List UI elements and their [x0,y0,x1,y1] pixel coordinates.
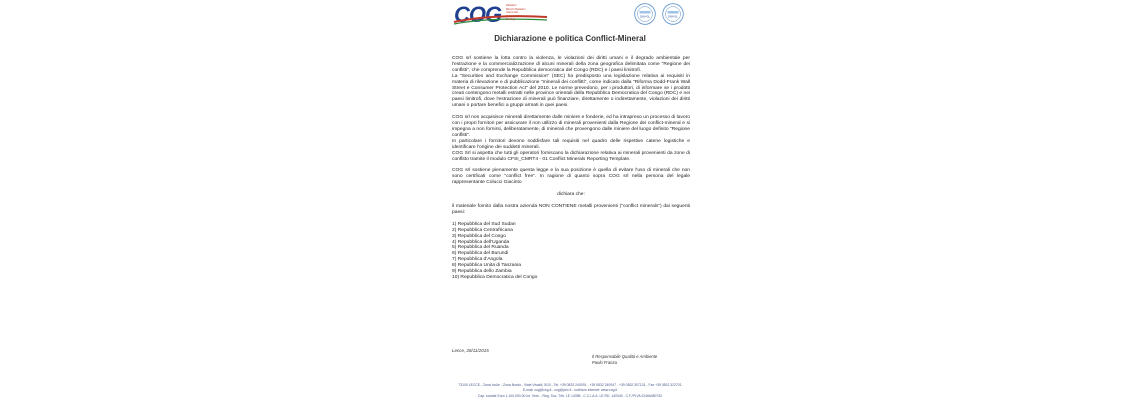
list-item: 10) Repubblica Democratica del Congo [452,275,538,280]
list-item: 7) Repubblica d'Angola [452,257,503,263]
signature-name: Paolo Franza [592,360,617,365]
paragraph: In particolare i fornitori devono soddisfare tali requisiti nel quadro delle rispettive catene logistiche e identificare l'origine dei suddetti minerali. [452,138,690,150]
certification-seal-icon [662,3,684,25]
document-body [452,56,690,281]
certification-seal-icon [634,3,656,25]
company-address: 73100 LECCE - Zona Ind.le - Zona Nordo - Viale Vivaldi, 5/10 - Tel. +39 0832 240091 - +39 0832 240947 - +39 0832 307131 - Fax +39 0832 322701 E-mail: cog@cog.it - cog@pec.it - indirizzo internet: www.cog.it Cap. sociale Euro 1.100.000,00 int. Vers. - Reg. Soc. Trib. LE 14398 - C.C.I.A.A. LE RD. 140340 - C.F./P.IVA 02466480752 [458,383,682,398]
list-item: 8) Repubblica Unita di Tanzania [452,263,521,269]
svg-text:DNV-GL: DNV-GL [640,15,650,19]
paragraph: COG srl sostiene la lotta contro la violenza, le violazioni dei diritti umani e il degrado ambientale per l'estrazione e la commercializzazione di alcuni minerali della zona geografica delimitata come "Regione dei conflitti", che comprende la Repubblica democratica del Congo (RDC) e i paesi limitrofi. [452,56,690,73]
paragraph: COG srl sostiene pienamente questa legge e la sua posizione è quella di evitare l'uso di minerali che non sono certificati come "conflict free". In ragione di quanto sopra COG srl nella persona del legale rappresentante Colucci Giacinto [452,168,690,186]
document-title: Dichiarazione e politica Conflict-Mineral [494,34,646,43]
svg-text:DNV-GL: DNV-GL [668,15,678,19]
list-item: 6) Repubblica del Burundi [452,251,509,257]
paragraph: COG Srl si aspetta che tutti gli operatori forniscano la dichiarazione relativa ai minerali provenienti da zone di conflitto tramite il modulo CFSI_CMRT4 - 01 Conflict Minerals Reporting Template. [452,150,690,162]
signature-role: Il Responsabile Qualità e Ambiente [592,354,658,359]
list-item: 4) Repubblica dell'Uganda [452,239,510,245]
paragraph: il materiale fornito dalla nostra azienda NON CONTIENE metalli provenienti ("conflict minerals") dai seguenti paesi: [452,204,690,215]
paragraph: La "Securities and Exchange Commission" (SEC) ha predisposto una legislazione relativa ai requisiti in materia di rilevazione e di pubblicazione "minerali dei conflitti", come indicato dalla "Riforma Dodd-Frank Wall Street e Consumer Protection Act" del 2010. Le norme prevedono, per i produttori, di informare se i prodotti creati contengono metalli estratti nelle province orientali della Repubblica Democratica del Congo (RDC) e nei paesi limitrofi, dove l'estrazione di minerali può finanziare, direttamente o indirettamente, violazioni dei diritti umani o portare benefici a gruppi armati in quei paesi. [452,73,690,109]
signature-block [592,354,657,366]
list-item: 2) Repubblica Centrafricana [452,227,513,233]
logo-taglines: Radiatori Blocchi Radiatori Intercooler Radiatori olio Cooling [506,4,526,22]
list-item: 9) Repubblica dello Zambia [452,269,512,275]
list-item: 5) Repubblica del Ruanda [452,245,509,251]
document-date: Lecce, 26/11/2015 [452,348,489,353]
logo-wordmark: COG [454,4,502,26]
list-item: 3) Repubblica del Congo [452,233,506,239]
list-item: 1) Repubblica del Sud Sudan [452,221,516,227]
country-list [452,222,690,281]
declaration-heading: dichiara che: [557,192,585,198]
paragraph: COG srl non acquisisce minerali direttamente dalle miniere e fonderie, ed ha intrapreso un processo di lavoro con i propri fornitori per assicurare il non utilizzo di minerali provenienti dalla Regione dei conflict-mineral e si impegna a non fornirsi, deliberatamente, di minerali che provengono dalle miniere del luogo definito "Regione conflitti". [452,115,690,138]
